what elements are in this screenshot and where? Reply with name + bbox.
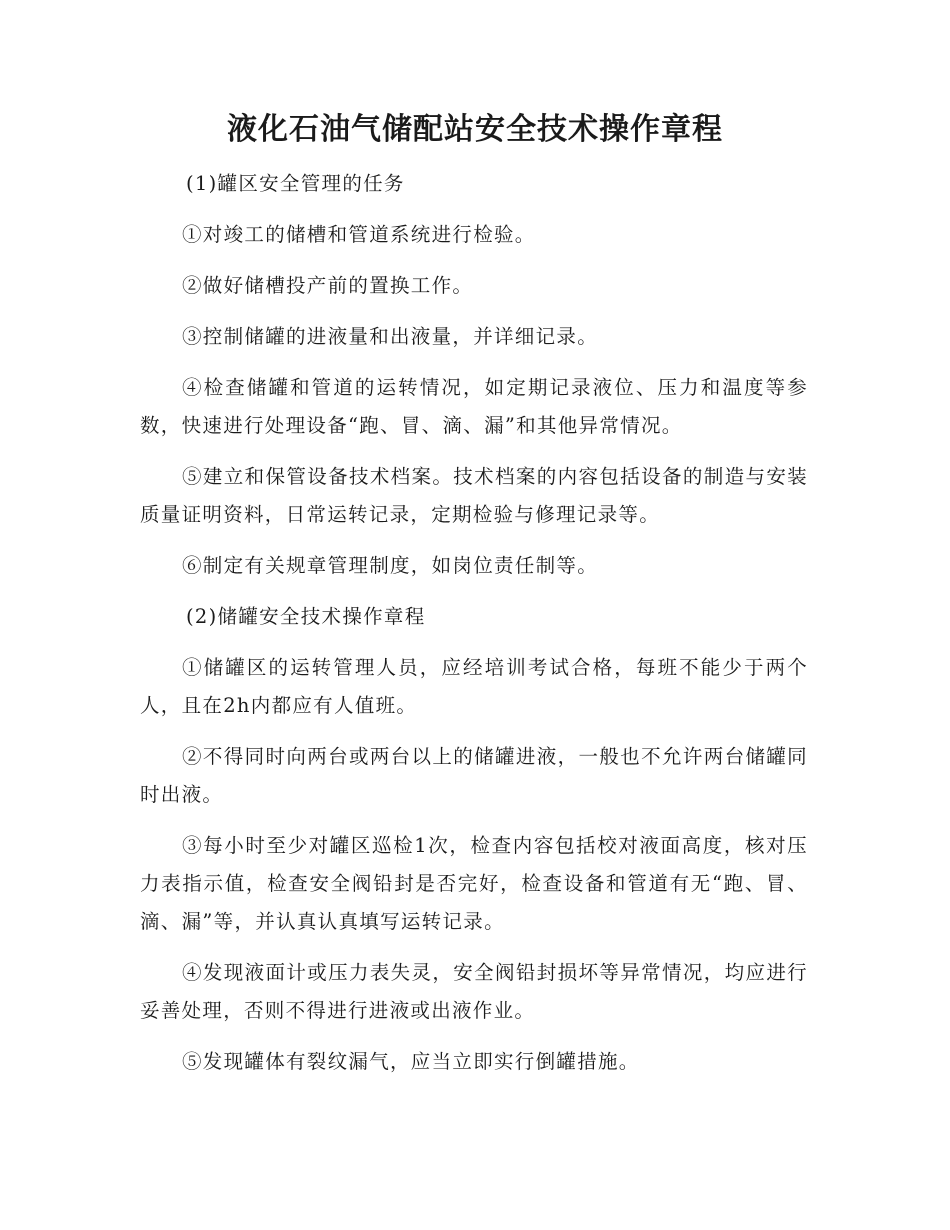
paragraph: ①对竣工的储槽和管道系统进行检验。 [182,223,536,246]
paragraph: ②不得同时向两台或两台以上的储罐进液，一般也不允许两台储罐同时出液。 [140,745,808,806]
paragraph: ②做好储槽投产前的置换工作。 [182,274,474,297]
section-heading-2: (2)储罐安全技术操作章程 [186,605,426,628]
paragraph: ⑥制定有关规章管理制度，如岗位责任制等。 [182,554,599,577]
paragraph: ④检查储罐和管道的运转情况，如定期记录液位、压力和温度等参数，快速进行处理设备“跑、冒、滴、漏”和其他异常情况。 [140,376,808,437]
paragraph: ③控制储罐的进液量和出液量，并详细记录。 [182,325,599,348]
paragraph: ⑤发现罐体有裂纹漏气，应当立即实行倒罐措施。 [182,1050,640,1073]
paragraph: ④发现液面计或压力表失灵，安全阀铅封损坏等异常情况，均应进行妥善处理，否则不得进行进液或出液作业。 [140,961,808,1022]
document-title: 液化石油气储配站安全技术操作章程 [227,112,723,147]
paragraph: ①储罐区的运转管理人员，应经培训考试合格，每班不能少于两个人，且在2h内都应有人值班。 [140,656,808,717]
section-heading-1: (1)罐区安全管理的任务 [186,172,405,195]
paragraph: ⑤建立和保管设备技术档案。技术档案的内容包括设备的制造与安装质量证明资料，日常运转记录，定期检验与修理记录等。 [140,465,808,526]
paragraph: ③每小时至少对罐区巡检1次，检查内容包括校对液面高度，核对压力表指示值，检查安全阀铅封是否完好，检查设备和管道有无“跑、冒、滴、漏”等，并认真认真填写运转记录。 [140,834,808,933]
document-body [140,165,808,1081]
